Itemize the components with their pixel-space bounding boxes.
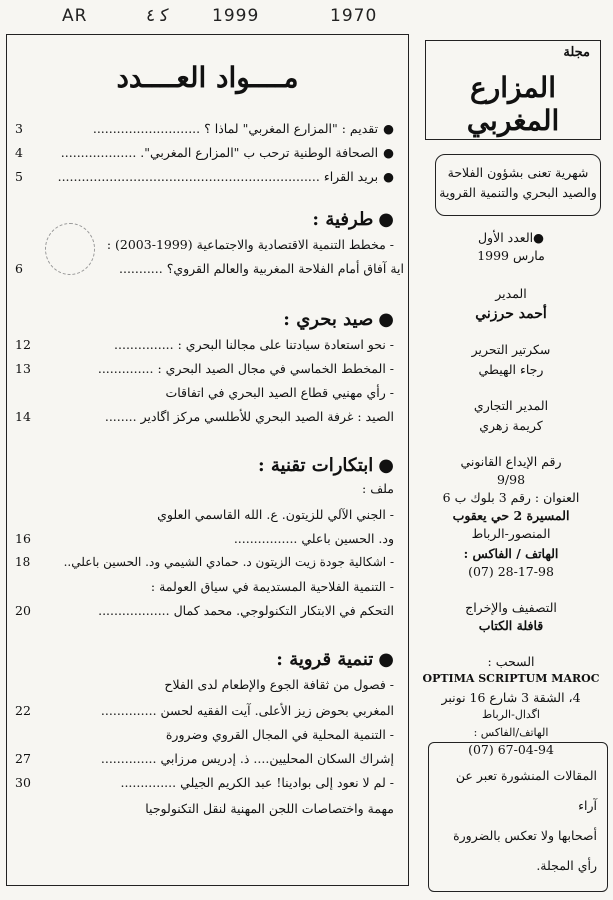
bullet-icon: ● (383, 169, 394, 184)
tagline-line-2: والصيد البحري والتنمية القروية (439, 185, 597, 200)
toc-item[interactable]: مهمة واختصاصات اللجن المهنية لنقل التكنولوجيا (145, 801, 394, 816)
section-title-fishing: ●صيد بحري : (283, 309, 394, 330)
toc-page-number: 5 (15, 169, 23, 184)
bullet-icon: ● (383, 121, 394, 136)
address-line-2: المسيرة 2 حي يعقوب (452, 508, 570, 523)
printer-phone: (07) 67-04-94 (468, 742, 554, 757)
table-of-contents (6, 34, 409, 886)
magazine-logo-box (425, 40, 601, 140)
toc-item-text: تقديم : "المزارع المغربي" لماذا ؟ (204, 121, 379, 136)
printer-name: OPTIMA SCRIPTUM MAROC (422, 672, 600, 685)
section-title-tech: ●ابتكارات تقنية : (257, 455, 394, 476)
toc-item[interactable]: إشراك السكان المحليين.... ذ. إدريس مرزابي .............. 27 (15, 751, 394, 766)
toc-item[interactable]: - لم لا نعود إلى بوادينا! عبد الكريم الجيلي .............. 30 (15, 775, 394, 790)
deposit-label: رقم الإيداع القانوني (460, 454, 562, 469)
toc-item-press[interactable] (15, 145, 394, 160)
director-label: المدير (495, 286, 527, 301)
secretary-label: سكرتير التحرير (471, 342, 551, 357)
toc-leader: ........................... (92, 121, 205, 136)
toc-item-text: بريد القراء (323, 169, 379, 184)
toc-item-mail[interactable] (15, 169, 394, 184)
tagline-box (435, 154, 601, 216)
toc-item[interactable]: ود. الحسين باعلي ................ 16 (15, 531, 394, 546)
magazine-label: مجلة (563, 45, 590, 60)
toc-item[interactable]: - مخطط التنمية الاقتصادية والاجتماعية (1999-2003) : (106, 237, 394, 252)
section-title-rural: ●تنمية قروية : (276, 649, 394, 670)
issue-date: مارس 1999 (477, 248, 545, 263)
layout-value: قافلة الكتاب (478, 618, 544, 633)
deposit-value: 9/98 (496, 472, 526, 487)
toc-item[interactable]: - المخطط الخماسي في مجال الصيد البحري : .............. 13 (15, 361, 394, 376)
phone-label: الهاتف / الفاكس : (463, 546, 559, 561)
toc-item[interactable]: - التنمية المحلية في المجال القروي وضرورة (165, 727, 394, 742)
address-line-3: المنصور-الرباط (471, 526, 551, 541)
toc-leader: ................... (60, 145, 141, 160)
commercial-label: المدير التجاري (473, 398, 549, 413)
toc-item-intro[interactable] (15, 121, 394, 136)
toc-item[interactable]: التحكم في الابتكار التكنولوجي. محمد كمال .................. 20 (15, 603, 394, 618)
printer-address-1: 4، الشقة 3 شارع 16 نونبر (441, 690, 581, 705)
toc-item[interactable]: - الجني الآلي للزيتون. ع. الله القاسمي العلوي (157, 507, 394, 522)
handwritten-note-left: AR (62, 6, 88, 26)
printer-address-2: اگدال-الرباط (482, 708, 540, 721)
handwritten-year-1: 1999 (212, 6, 260, 26)
handwritten-year-2: 1970 (330, 6, 378, 26)
masthead-column (415, 34, 607, 757)
toc-leader: .................................................................. (57, 169, 324, 184)
disclaimer-line-1: المقالات المنشورة تعبر عن آراء (455, 768, 597, 813)
disclaimer-box (428, 742, 608, 892)
commercial-name: كريمة زهري (479, 418, 543, 433)
section-title-editorial: ●طرفية : (312, 209, 394, 230)
bullet-icon: ● (383, 145, 394, 160)
director-name: أحمد حرزني (475, 306, 547, 322)
magazine-name: المزارع المغربي (466, 71, 560, 137)
toc-item[interactable]: - اشكالية جودة زيت الزيتون د. حمادي الشيمي ود. الحسين باعلي.. 18 (15, 555, 394, 569)
secretary-name: رجاء الهيطي (478, 362, 544, 377)
layout-label: التصفيف والإخراج (465, 600, 557, 615)
address-line-1: العنوان : رقم 3 بلوك ب 6 (442, 490, 580, 505)
toc-item[interactable]: - التنمية الفلاحية المستديمة في سياق العولمة : (150, 579, 394, 594)
print-label: السحب : (487, 654, 535, 669)
disclaimer-line-2: أصحابها ولا تعكس بالضرورة (453, 828, 597, 843)
toc-item[interactable]: الصيد : غرفة الصيد البحري للأطلسي مركز اگادير ........ 14 (15, 409, 394, 424)
printer-phone-label: الهاتف/الفاكس : (473, 726, 549, 739)
toc-title: مــــواد العــــدد (116, 61, 299, 94)
toc-page-number: 4 (15, 145, 23, 160)
disclaimer-line-3: رأي المجلة. (536, 858, 597, 873)
toc-item-text: الصحافة الوطنية ترحب ب "المزارع المغربي". (140, 145, 379, 160)
toc-item[interactable]: اية آفاق أمام الفلاحة المغربية والعالم القروي؟ ........... 6 (15, 261, 404, 276)
toc-item[interactable]: - رأي مهنيي قطاع الصيد البحري في اتفاقات (165, 385, 394, 400)
toc-item[interactable]: ملف : (362, 481, 394, 496)
toc-page-number: 3 (15, 121, 23, 136)
toc-item[interactable]: - نحو استعادة سيادتنا على مجالنا البحري : ............... 12 (15, 337, 394, 352)
toc-item[interactable]: المغربي بحوض زيز الأعلى. آيت الفقيه لحسن .............. 22 (15, 703, 394, 718)
handwritten-note-mid: ﮐ ٤ (146, 6, 169, 26)
tagline-line-1: شهرية تعنى بشؤون الفلاحة (447, 165, 589, 180)
issue-number: ●العدد الأول (477, 230, 545, 245)
phone-value: (07) 28-17-98 (468, 564, 554, 579)
toc-item[interactable]: - فصول من ثقافة الجوع والإطعام لدى الفلاح (164, 677, 394, 692)
